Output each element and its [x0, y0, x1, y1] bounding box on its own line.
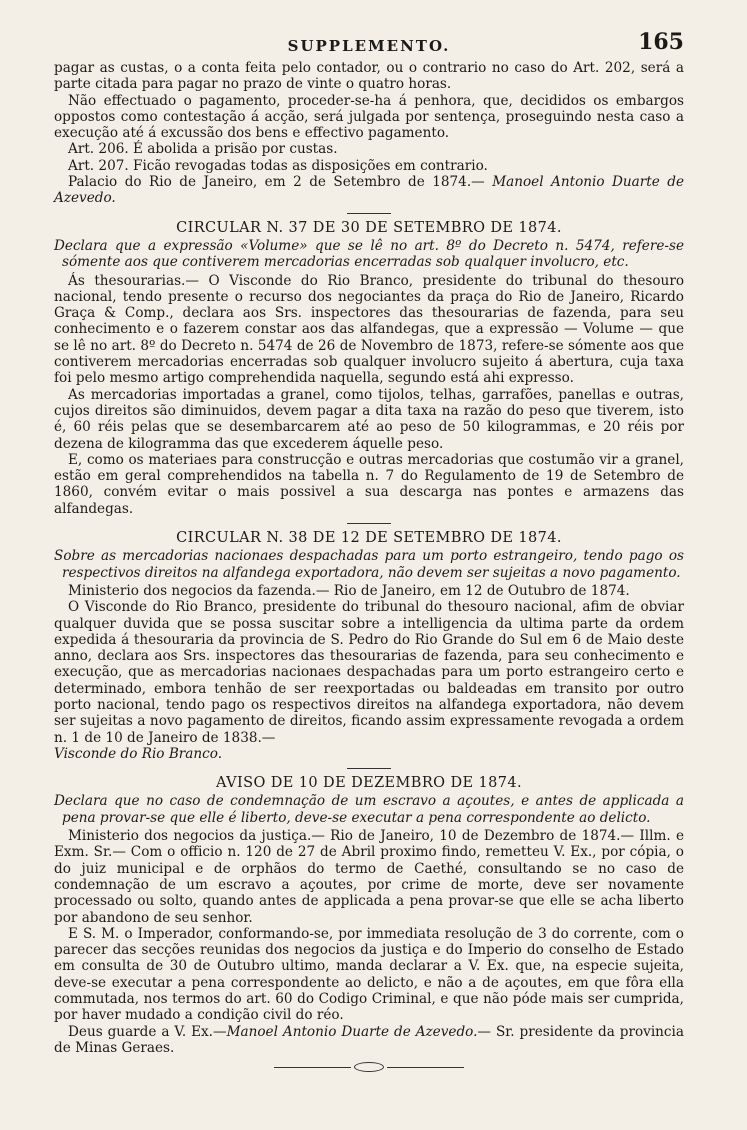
closing-text: Deus guarde a V. Ex.—	[68, 1023, 227, 1040]
section-summary: Sobre as mercadorias nacionaes despachadas para um porto estrangeiro, tendo pago os respectivos direitos na alfandega exportadora, não devem ser sujeitas a novo pagamento.	[54, 548, 684, 581]
paragraph: O Visconde do Rio Branco, presidente do tribunal do thesouro nacional, afim de obviar qualquer duvida que se possa suscitar sobre a intelligencia da ultima parte da ordem expedida á thesouraria da provincia de S. Pedro do Rio Grande do Sul em 6 de Maio deste anno, declara aos Srs. inspectores das thesourarias de fazenda, para seu conhecimento e execução, que as mercadorias nacionaes despachadas para um porto estrangeiro certo e determinado, embora tenhão de ser reexportadas ou baldeadas em transito por outro porto nacional, tendo pago os respectivos direitos na alfandega exportadora, não devem ser sujeitas a novo pagamento de direitos, ficando assim expressamente revogada a ordem n. 1 de 10 de Janeiro de 1838.—	[54, 599, 684, 746]
circular-37	[54, 220, 684, 517]
signature-name: Visconde do Rio Branco.	[54, 745, 223, 762]
ornament-knot-icon	[354, 1062, 384, 1072]
article-206: Art. 206. É abolida a prisão por custas.	[68, 141, 338, 158]
closing-name: Manoel Antonio Duarte de Azevedo.	[226, 1023, 478, 1040]
paragraph: As mercadorias importadas a granel, como tijolos, telhas, garrafões, panellas e outras, cujos direitos são diminuidos, devem pagar a dita taxa na razão do peso que tiverem, isto é, 60 réis pelas que se desembarcarem até ao peso de 50 kilogrammas, e 20 réis por dezena de kilogramma das que excederem áquelle peso.	[54, 386, 684, 452]
paragraph: pagar as custas, o a conta feita pelo contador, ou o contrario no caso do Art. 202, será a parte citada para pagar no prazo de vinte o quatro horas.	[54, 60, 684, 93]
section-summary: Declara que no caso de condemnação de um escravo a açoutes, e antes de applicada a pena provar-se que elle é liberto, deve-se executar a pena correspondente ao delicto.	[54, 793, 684, 826]
signature-line	[54, 174, 684, 207]
document-page	[54, 29, 685, 1072]
section-heading: AVISO DE 10 DE DEZEMBRO DE 1874.	[216, 775, 522, 792]
page-header	[54, 29, 684, 58]
section-divider	[347, 768, 391, 769]
end-ornament	[274, 1062, 464, 1072]
section-divider	[347, 213, 391, 214]
section-divider	[347, 523, 391, 524]
paragraph: Ministerio dos negocios da fazenda.— Rio de Janeiro, em 12 de Outubro de 1874.	[68, 582, 630, 599]
paragraph: Não effectuado o pagamento, proceder-se-ha á penhora, que, decididos os embargos oppostos como contestação á acção, será julgada por sentença, proseguindo nesta caso a execução até á excussão dos bens e effectivo pagamento.	[54, 92, 684, 142]
closing-addressee: — Sr. presidente da provincia de Minas Geraes.	[54, 1023, 685, 1056]
article-207: Art. 207. Ficão revogadas todas as disposições em contrario.	[68, 157, 488, 174]
law-conclusion	[54, 60, 684, 207]
aviso-10-dezembro	[54, 775, 684, 1056]
paragraph: E S. M. o Imperador, conformando-se, por immediata resolução de 3 do corrente, com o parecer das secções reunidas dos negocios da justiça e do Imperio do conselho de Estado em consulta de 30 de Outubro ultimo, manda declarar a V. Ex. que, na especie sujeita, deve-se executar a pena correspondente ao delicto, e não a de açoutes, em que fôra ella commutada, nos termos do art. 60 do Codigo Criminal, e que não póde mais ser cumprida, por haver mudado a condição civil do réo.	[54, 925, 684, 1024]
running-title: SUPPLEMENTO.	[287, 37, 451, 55]
section-heading: CIRCULAR N. 38 DE 12 DE SETEMBRO DE 1874.	[176, 530, 562, 547]
section-summary: Declara que a expressão «Volume» que se lê no art. 8º do Decreto n. 5474, refere-se sómente aos que contiverem mercadorias encerradas sob qualquer involucro, etc.	[54, 237, 684, 271]
paragraph: E, como os materiaes para construcção e outras mercadorias que costumão vir a granel, estão em geral comprehendidos na tabella n. 7 do Regulamento de 19 de Setembro de 1860, convém evitar o mais possivel a sua descarga nas pontes e armazens das alfandegas.	[54, 451, 684, 517]
section-heading: CIRCULAR N. 37 DE 30 DE SETEMBRO DE 1874.	[176, 219, 562, 236]
paragraph: Ministerio dos negocios da justiça.— Rio de Janeiro, 10 de Dezembro de 1874.— Illm. e Exm. Sr.— Com o officio n. 120 de 27 de Abril proximo findo, remetteu V. Ex., por cópia, o do juiz municipal e de orphãos do termo de Caethé, consultando se no caso de condemnação de um escravo a açoutes, por crime de morte, deve ser novamente processado ou solto, quando antes de applicada a pena provar-se que elle se acha liberto por abandono de seu senhor.	[54, 828, 684, 926]
closing-line	[54, 1024, 684, 1057]
ornament-line	[274, 1067, 351, 1068]
signature-name: Manoel Antonio Duarte de Azevedo.	[54, 174, 684, 207]
signature-place-date: Palacio do Rio de Janeiro, em 2 de Setembro de 1874.—	[68, 174, 485, 191]
ornament-line	[387, 1067, 464, 1068]
circular-38	[54, 530, 684, 762]
paragraph: Ás thesourarias.— O Visconde do Rio Branco, presidente do tribunal do thesouro nacional, tendo presente o recurso dos negociantes da praça do Rio de Janeiro, Ricardo Graça & Comp., declara aos Srs. inspectores das thesourarias de fazenda, para seu conhecimento e o fazerem constar aos das alfandegas, que a expressão — Volume — que se lê no art. 8º do Decreto n. 5474 de 26 de Novembro de 1873, refere-se sómente aos que contiverem mercadorias encerradas sob qualquer involucro sujeito á abertura, cuja taxa foi pelo mesmo artigo comprehendida naquella, segundo está ahi expresso.	[54, 272, 684, 387]
page-number: 165	[638, 29, 684, 55]
